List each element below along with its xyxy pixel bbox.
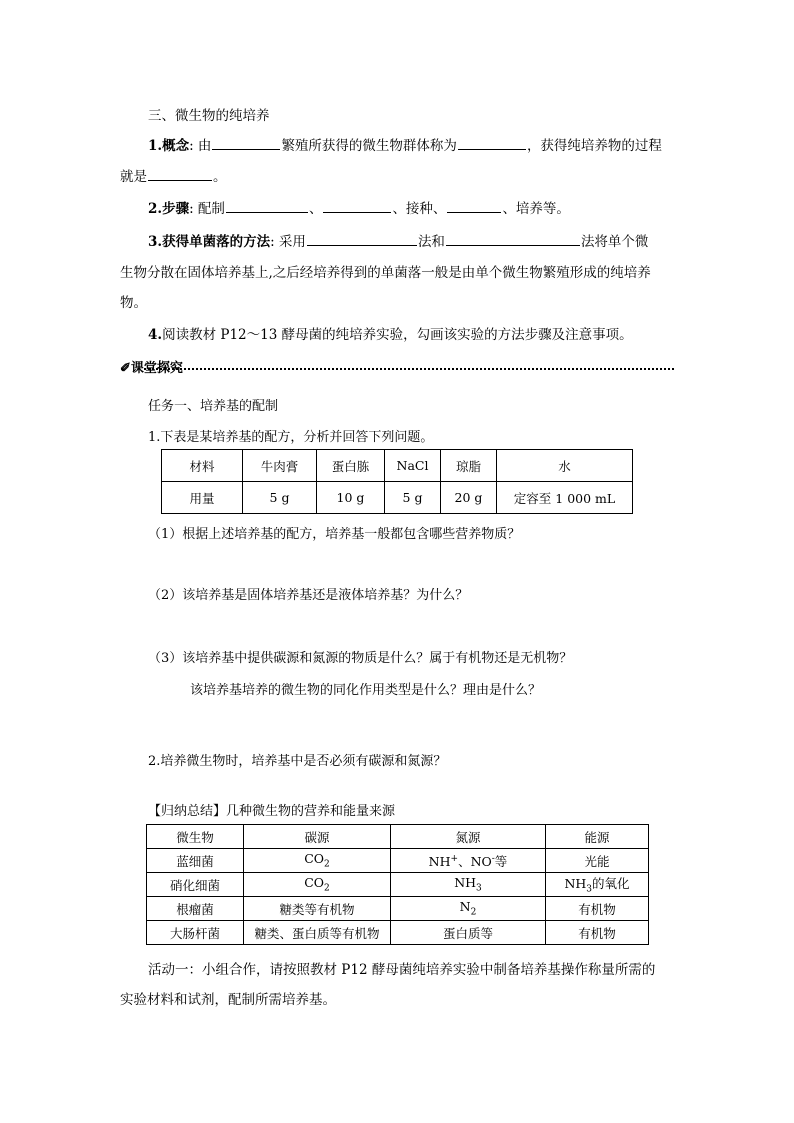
activity-line-1: 活动一：小组合作，请按照教材 P12 酵母菌纯培养实验中制备培养基操作称量所需的 xyxy=(148,962,656,978)
text: 等 xyxy=(494,853,508,869)
concept-line-1 xyxy=(148,134,662,154)
table-cell xyxy=(546,873,649,897)
superscript: + xyxy=(450,853,459,864)
activity-line-2: 实验材料和试剂，配制所需培养基。 xyxy=(120,992,336,1008)
section-heading: 三、微生物的纯培养 xyxy=(148,108,270,124)
table-cell: 牛肉膏 xyxy=(243,450,317,482)
item-number: 3. xyxy=(148,234,163,250)
text: 的氧化 xyxy=(592,876,630,892)
table-cell: 光能 xyxy=(546,849,649,873)
item-number: 2. xyxy=(148,201,163,217)
table-cell: 5 g xyxy=(385,482,441,514)
table-cell: 硝化细菌 xyxy=(147,873,244,897)
table-cell: 糖类、蛋白质等有机物 xyxy=(244,921,391,945)
table-row xyxy=(147,849,649,873)
item-label: 步骤 xyxy=(162,201,190,217)
pencil-icon: ✐ xyxy=(120,361,131,376)
fill-blank[interactable] xyxy=(307,231,417,246)
table-cell: 大肠杆菌 xyxy=(147,921,244,945)
text: 阅读教材 P12～13 酵母菌的纯培养实验，勾画该实验的方法步骤及注意事项。 xyxy=(162,327,633,343)
table-cell xyxy=(244,873,391,897)
text: 、培养等。 xyxy=(502,201,570,217)
subscript: 2 xyxy=(470,907,477,918)
text: : 采用 xyxy=(270,234,306,250)
item-number: 1. xyxy=(148,138,163,154)
table-cell: 5 g xyxy=(243,482,317,514)
item-label: 概念 xyxy=(162,138,190,154)
formula: NH xyxy=(428,853,451,869)
table-cell: 琼脂 xyxy=(441,450,497,482)
banner-label: 课堂探究 xyxy=(130,361,183,376)
table-cell: 10 g xyxy=(317,482,385,514)
table-cell: 20 g xyxy=(441,482,497,514)
fill-blank[interactable] xyxy=(226,198,308,213)
table-cell: 材料 xyxy=(162,450,243,482)
summary-title: 【归纳总结】几种微生物的营养和能量来源 xyxy=(148,804,396,819)
text: 法将单个微 xyxy=(580,234,649,250)
steps-line xyxy=(148,197,570,217)
method-line-1 xyxy=(148,230,648,250)
table-cell: 用量 xyxy=(162,482,243,514)
table-row xyxy=(162,482,633,514)
recipe-table xyxy=(161,449,633,514)
table-row xyxy=(147,897,649,921)
text: 、接种、 xyxy=(392,201,447,217)
question-2: 2.培养微生物时，培养基中是否必须有碳源和氮源？ xyxy=(148,754,447,769)
subscript: 3 xyxy=(586,884,593,895)
formula: CO xyxy=(304,875,325,891)
table-row xyxy=(147,825,649,849)
table-cell: 蓝细菌 xyxy=(147,849,244,873)
table-cell: 微生物 xyxy=(147,825,244,849)
fill-blank[interactable] xyxy=(148,166,212,181)
question-1: 1.下表是某培养基的配方，分析并回答下列问题。 xyxy=(148,430,434,445)
nutrition-table xyxy=(146,824,649,945)
text: : 由 xyxy=(189,138,212,154)
fill-blank[interactable] xyxy=(458,135,526,150)
sub-question-3: （3）该培养基中提供碳源和氮源的物质是什么？属于有机物还是无机物？ xyxy=(148,651,573,666)
text: 法和 xyxy=(417,234,445,250)
subscript: 3 xyxy=(476,883,482,894)
dotted-divider xyxy=(144,366,674,370)
method-line-3: 物。 xyxy=(120,295,147,311)
table-cell: 有机物 xyxy=(546,897,649,921)
table-cell: 定容至 1 000 mL xyxy=(497,482,633,514)
table-cell xyxy=(244,849,391,873)
table-cell: 蛋白胨 xyxy=(317,450,385,482)
method-line-2: 生物分散在固体培养基上,之后经培养得到的单菌落一般是由单个微生物繁殖形成的纯培养 xyxy=(120,265,651,281)
subscript: 2 xyxy=(324,883,330,894)
formula: 、NO xyxy=(458,853,492,869)
table-cell xyxy=(391,873,546,897)
table-cell: NaCl xyxy=(385,450,441,482)
table-cell: 蛋白质等 xyxy=(391,921,546,945)
text: : 配制 xyxy=(189,201,225,217)
subscript: 2 xyxy=(324,859,330,870)
item-label: 获得单菌落的方法 xyxy=(162,234,271,250)
table-cell: 能源 xyxy=(546,825,649,849)
superscript: - xyxy=(491,853,495,864)
fill-blank[interactable] xyxy=(323,198,391,213)
text: 、 xyxy=(308,201,323,217)
text: 繁殖所获得的微生物群体称为 xyxy=(281,138,457,154)
table-cell: 碳源 xyxy=(244,825,391,849)
fill-blank[interactable] xyxy=(447,198,501,213)
table-row xyxy=(147,873,649,897)
item-number: 4. xyxy=(148,327,163,343)
sub-question-1: （1）根据上述培养基的配方，培养基一般都包含哪些营养物质？ xyxy=(148,527,521,542)
table-cell: 氮源 xyxy=(391,825,546,849)
table-cell xyxy=(391,849,546,873)
table-cell: 有机物 xyxy=(546,921,649,945)
sub-question-2: （2）该培养基是固体培养基还是液体培养基？为什么？ xyxy=(148,588,469,603)
formula: CO xyxy=(304,851,325,867)
formula: NH xyxy=(564,876,587,892)
table-row xyxy=(147,921,649,945)
reading-line xyxy=(148,323,633,343)
fill-blank[interactable] xyxy=(212,135,280,150)
text: 。 xyxy=(213,169,227,185)
text: 就是 xyxy=(120,169,147,185)
formula: N xyxy=(459,899,471,915)
table-cell: 根瘤菌 xyxy=(147,897,244,921)
formula: NH xyxy=(454,875,477,891)
table-row xyxy=(162,450,633,482)
table-cell: 水 xyxy=(497,450,633,482)
concept-line-2 xyxy=(120,165,227,185)
table-cell xyxy=(391,897,546,921)
task-title: 任务一、培养基的配制 xyxy=(148,399,279,414)
fill-blank[interactable] xyxy=(446,231,580,246)
sub-question-3b: 该培养基培养的微生物的同化作用类型是什么？理由是什么？ xyxy=(190,683,542,698)
table-cell: 糖类等有机物 xyxy=(244,897,391,921)
text: ，获得纯培养物的过程 xyxy=(526,138,662,154)
